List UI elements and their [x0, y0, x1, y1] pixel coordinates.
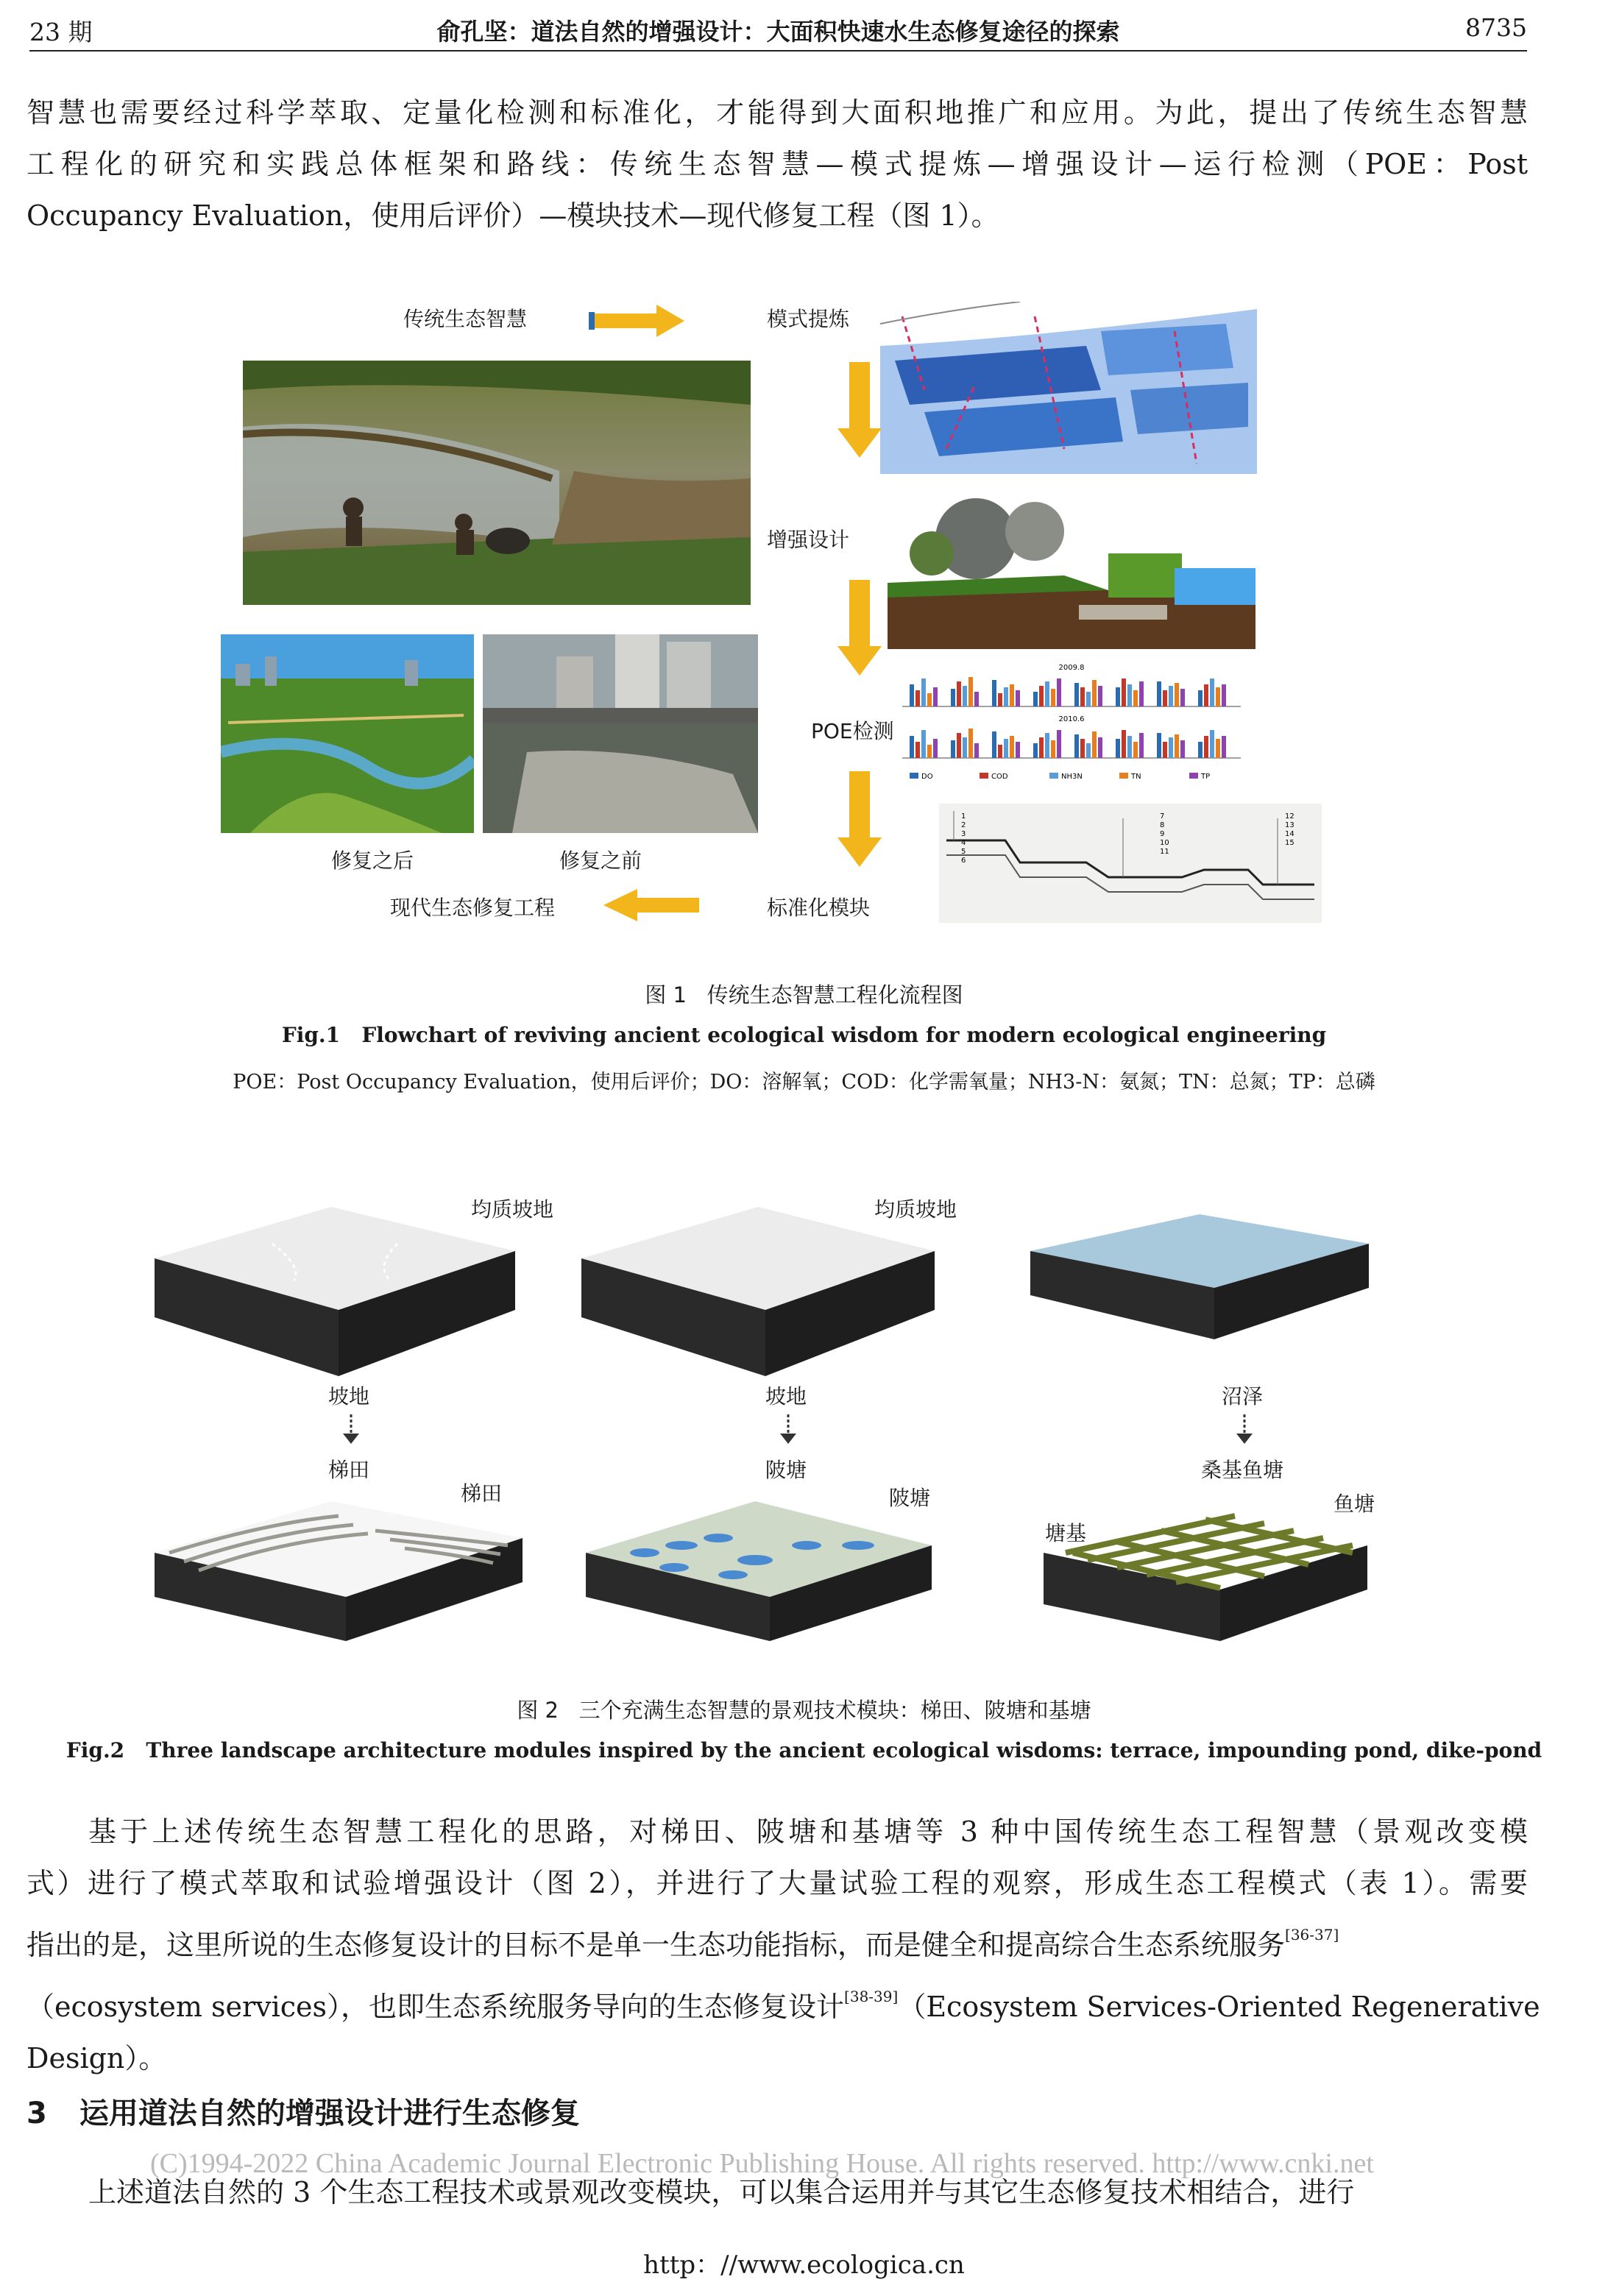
chart-bar — [1116, 739, 1120, 758]
legend-swatch — [1119, 773, 1128, 779]
section-number-label: 10 — [1160, 839, 1169, 847]
chart-bar — [1175, 683, 1179, 706]
label-fish-pond: 鱼塘 — [1333, 1492, 1375, 1516]
figure-2-number-cn: 图 2 — [517, 1698, 559, 1723]
chart-bar — [1133, 742, 1138, 758]
section-heading — [26, 2090, 580, 2132]
chart-bar — [1051, 740, 1055, 758]
footer-url: http：//www.ecologica.cn — [643, 2250, 965, 2280]
slope-block-1 — [155, 1207, 515, 1376]
chart-bar — [1086, 743, 1091, 758]
intro-line: Occupancy Evaluation，使用后评价）—模块技术—现代修复工程（图 1）。 — [26, 199, 999, 232]
figure-1-number-en: Fig.1 — [281, 1023, 341, 1047]
figure-1-caption-cn — [0, 979, 1608, 1009]
chart-bar — [1045, 681, 1049, 706]
legend-swatch — [1189, 773, 1198, 779]
chart-bar — [1222, 736, 1226, 758]
chart-bar — [957, 733, 961, 758]
figure-2-caption-cn — [0, 1694, 1608, 1724]
chart-bar — [1198, 742, 1203, 758]
label-enhanced-design: 增强设计 — [767, 528, 850, 552]
chart-bar — [1122, 678, 1126, 706]
chart-bar — [957, 681, 961, 706]
arrow-down-dashed-icon — [1233, 1414, 1255, 1444]
figure-2-number-en: Fig.2 — [65, 1738, 125, 1762]
chart-bar — [921, 730, 926, 758]
chart-bar — [1216, 739, 1220, 758]
enhanced-design-section — [888, 487, 1255, 649]
chart-bar — [998, 745, 1002, 758]
section-number-label: 8 — [1160, 821, 1165, 829]
citation: [38-39] — [844, 1988, 899, 2005]
figure-1-title-cn: 传统生态智慧工程化流程图 — [706, 982, 963, 1007]
section-number-label: 9 — [1160, 830, 1165, 838]
poe-bar-charts — [888, 662, 1255, 787]
legend-swatch — [1049, 773, 1058, 779]
chart-bar — [1133, 690, 1138, 706]
pond-block — [586, 1501, 932, 1641]
label-pattern-extraction: 模式提炼 — [767, 307, 850, 331]
section-title: 运用道法自然的增强设计进行生态修复 — [79, 2097, 580, 2130]
figure-1-number-cn: 图 1 — [645, 982, 687, 1007]
section-number-label: 3 — [961, 830, 966, 838]
chart-bar — [1163, 690, 1167, 706]
label-to-pond: 陂塘 — [765, 1458, 807, 1482]
chart-bar — [1092, 731, 1097, 758]
chart-bar — [968, 729, 973, 758]
section-number-label: 15 — [1285, 839, 1294, 847]
chart-bar — [1216, 687, 1220, 706]
chart-bar — [1057, 730, 1061, 758]
section-number-label: 13 — [1285, 821, 1294, 829]
chart-bar — [1210, 730, 1214, 758]
label-from-slope-1: 坡地 — [328, 1384, 370, 1409]
chart-bar — [998, 693, 1002, 706]
chart-bar — [1086, 692, 1091, 706]
chart-bar — [1080, 739, 1085, 758]
chart-bar — [974, 743, 979, 758]
chart-bar — [963, 737, 967, 758]
body-line: 基于上述传统生态智慧工程化的思路，对梯田、陂塘和基塘等 3 种中国传统生态工程智慧（景观改变模 — [88, 1815, 1528, 1848]
legend-swatch — [980, 773, 988, 779]
chart-bar — [992, 731, 996, 758]
chart-bar — [927, 693, 932, 706]
chart-bar — [927, 745, 932, 758]
arrow-down-icon — [837, 362, 882, 458]
chart-bar — [1051, 689, 1055, 706]
issue-number: 23 期 — [29, 18, 93, 46]
section-number-label: 14 — [1285, 830, 1294, 838]
label-after-restoration: 修复之后 — [331, 848, 414, 873]
figure-1-flowchart — [221, 294, 1325, 942]
chart-bar — [1074, 734, 1079, 758]
chart-bar — [921, 678, 926, 706]
copyright-watermark: (C)1994-2022 China Academic Journal Electronic Publishing House. All rights reserved. http://www.cnki.net — [150, 2148, 1374, 2179]
figure-2-caption-en — [0, 1738, 1608, 1762]
figure-1-note: POE：Post Occupancy Evaluation，使用后评价；DO：溶解氧；COD：化学需氧量；NH3-N：氨氮；TN：总氮；TP：总磷 — [233, 1071, 1375, 1094]
slope-block-2 — [581, 1207, 935, 1376]
chart-bar — [1010, 736, 1014, 758]
chart-bar — [1098, 686, 1102, 706]
chart-bar — [1175, 734, 1179, 758]
arrow-right-icon — [589, 305, 684, 337]
last-paragraph — [26, 2166, 1528, 2218]
label-from-slope-2: 坡地 — [765, 1384, 807, 1409]
chart-title-2009: 2009.8 — [1058, 664, 1085, 672]
chart-bar — [1222, 684, 1226, 706]
body-line: Design）。 — [26, 2042, 167, 2074]
body-line: 上述道法自然的 3 个生态工程技术或景观改变模块，可以集合运用并与其它生态修复技术相结合，进行 — [88, 2176, 1355, 2208]
figure-2-modules — [147, 1177, 1435, 1634]
chart-bar — [1169, 737, 1173, 758]
terrace-block — [155, 1494, 523, 1641]
intro-paragraph — [26, 87, 1528, 241]
label-to-dike-pond: 桑基鱼塘 — [1201, 1458, 1284, 1482]
body-line — [26, 1971, 1540, 2033]
body-line — [26, 1909, 1528, 1971]
body-line: 式）进行了模式萃取和试验增强设计（图 2），并进行了大量试验工程的观察，形成生态工程模式（表 1）。需要 — [26, 1867, 1528, 1899]
chart-bar — [1157, 681, 1161, 706]
before-restoration-photo — [483, 634, 758, 833]
label-terrace: 梯田 — [461, 1481, 503, 1506]
section-number-label: 5 — [961, 848, 966, 856]
chart-bar — [1127, 684, 1132, 706]
after-restoration-photo — [221, 634, 474, 833]
legend-swatch — [910, 773, 918, 779]
label-standard-module: 标准化模块 — [767, 896, 871, 920]
intro-line: 工程化的研究和实践总体框架和路线：传统生态智慧—模式提炼—增强设计—运行检测（POE：Post — [26, 148, 1528, 180]
chart-bar — [1033, 743, 1038, 758]
chart-bar — [1122, 730, 1126, 758]
chart-bar — [963, 686, 967, 706]
label-from-marsh: 沼泽 — [1222, 1384, 1264, 1409]
section-number: 3 — [26, 2097, 47, 2130]
marsh-block — [1030, 1214, 1369, 1361]
label-to-terrace: 梯田 — [328, 1458, 370, 1482]
chart-bar — [910, 684, 914, 706]
legend-label: DO — [921, 773, 933, 781]
section-number-label: 6 — [961, 857, 966, 865]
chart-bar — [1039, 737, 1044, 758]
chart-bar — [1157, 733, 1161, 758]
chart-legend — [910, 773, 1210, 781]
running-title: 俞孔坚：道法自然的增强设计：大面积快速水生态修复途径的探索 — [436, 18, 1120, 46]
chart-bar — [1004, 739, 1008, 758]
chart-bar — [1057, 678, 1061, 706]
chart-bar — [1180, 689, 1185, 706]
chart-2009 — [902, 664, 1241, 706]
figure-1-title-en: Flowchart of reviving ancient ecological wisdom for modern ecological engineering — [361, 1023, 1327, 1047]
chart-bar — [915, 690, 920, 706]
section-number-label: 1 — [961, 812, 966, 821]
standardized-module-section — [939, 804, 1322, 923]
pattern-extraction-diagram — [880, 302, 1257, 474]
section-number-label: 12 — [1285, 812, 1294, 821]
label-homogeneous-slope-2: 均质坡地 — [874, 1197, 957, 1222]
legend-label: TP — [1201, 773, 1211, 781]
chart-title-2010: 2010.6 — [1058, 715, 1085, 723]
arrow-down-icon — [837, 771, 882, 867]
section-number-label: 11 — [1160, 848, 1169, 856]
page-number: 8735 — [1465, 13, 1527, 42]
legend-label: NH3N — [1061, 773, 1083, 781]
chart-bar — [1204, 736, 1208, 758]
arrow-down-dashed-icon — [777, 1414, 799, 1444]
chart-bar — [910, 736, 914, 758]
chart-bar — [933, 739, 938, 758]
chart-bar — [951, 689, 955, 706]
chart-bar — [1204, 684, 1208, 706]
chart-bar — [933, 687, 938, 706]
label-homogeneous-slope-1: 均质坡地 — [471, 1197, 554, 1222]
chart-bar — [1139, 681, 1144, 706]
label-before-restoration: 修复之前 — [559, 848, 642, 873]
body-line-text: （Ecosystem Services-Oriented Regenerative — [898, 1991, 1540, 2023]
chart-bar — [1198, 690, 1203, 706]
chart-bar — [951, 740, 955, 758]
chart-bar — [992, 680, 996, 706]
intro-line: 智慧也需要经过科学萃取、定量化检测和标准化，才能得到大面积地推广和应用。为此，提出了传统生态智慧 — [26, 96, 1528, 129]
section-number-label: 4 — [961, 839, 966, 847]
chart-bar — [915, 742, 920, 758]
chart-bar — [1074, 683, 1079, 706]
chart-bar — [1080, 687, 1085, 706]
body-line-text: 指出的是，这里所说的生态修复设计的目标不是单一生态功能指标，而是健全和提高综合生态系统服务 — [26, 1929, 1286, 1961]
chart-bar — [1139, 733, 1144, 758]
label-modern-restoration: 现代生态修复工程 — [390, 896, 556, 920]
label-traditional-wisdom: 传统生态智慧 — [403, 307, 528, 331]
chart-bar — [1163, 742, 1167, 758]
chart-2010 — [902, 715, 1241, 758]
body-paragraph — [26, 1806, 1540, 2084]
dike-pond-block — [1044, 1509, 1367, 1641]
chart-bar — [1092, 680, 1097, 706]
chart-bar — [1180, 740, 1185, 758]
section-number-label: 2 — [961, 821, 966, 829]
citation: [36-37] — [1285, 1926, 1339, 1944]
chart-bar — [1004, 687, 1008, 706]
chart-bar — [1127, 736, 1132, 758]
legend-label: COD — [991, 773, 1008, 781]
chart-bar — [1116, 687, 1120, 706]
chart-bar — [1169, 686, 1173, 706]
chart-bar — [1210, 678, 1214, 706]
arrow-down-dashed-icon — [340, 1414, 362, 1444]
figure-1-caption-en — [0, 1023, 1608, 1047]
arrow-left-icon — [603, 889, 699, 921]
arrow-down-icon — [837, 580, 882, 676]
section-number-label: 7 — [1160, 812, 1165, 821]
legend-label: TN — [1131, 773, 1141, 781]
chart-bar — [1039, 686, 1044, 706]
figure-2-title-cn: 三个充满生态智慧的景观技术模块：梯田、陂塘和基塘 — [578, 1698, 1091, 1723]
chart-bar — [974, 692, 979, 706]
chart-bar — [1033, 692, 1038, 706]
terrace-farming-photo — [243, 361, 751, 605]
chart-bar — [1098, 737, 1102, 758]
figure-2-title-en: Three landscape architecture modules inspired by the ancient ecological wisdoms: terrace, impounding pond, dike-pond — [146, 1738, 1543, 1762]
running-header — [29, 13, 1527, 52]
chart-bar — [1045, 733, 1049, 758]
label-poe-monitoring: POE检测 — [811, 719, 894, 743]
chart-bar — [1016, 742, 1020, 758]
chart-bar — [968, 677, 973, 706]
label-dike: 塘基 — [1045, 1521, 1087, 1545]
label-impounding-pond: 陂塘 — [889, 1486, 931, 1510]
chart-bar — [1010, 684, 1014, 706]
chart-bar — [1016, 690, 1020, 706]
body-line-text: （ecosystem services），也即生态系统服务导向的生态修复设计 — [26, 1991, 845, 2023]
